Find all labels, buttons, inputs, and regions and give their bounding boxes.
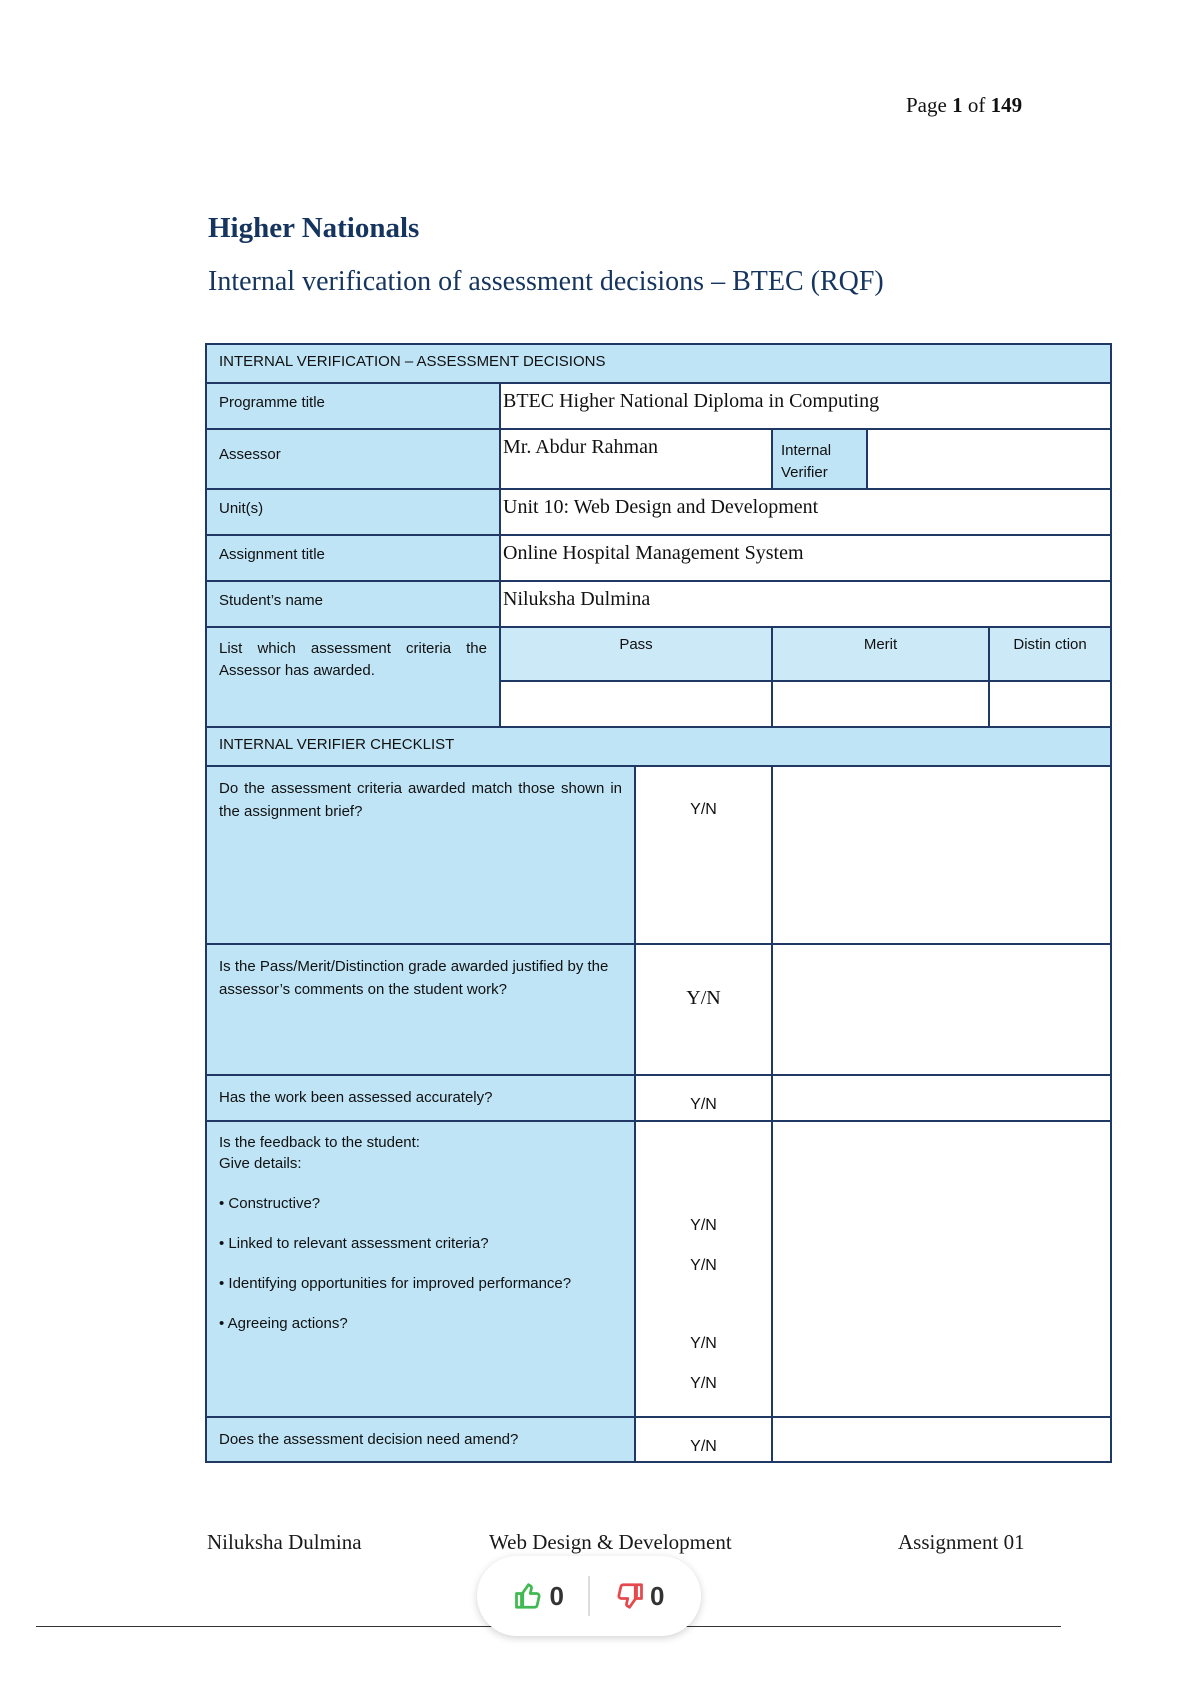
unit-label: Unit(s) bbox=[206, 489, 500, 535]
criteria-label: List which assessment criteria the Assessor has awarded. bbox=[206, 627, 500, 727]
assessor-value[interactable]: Mr. Abdur Rahman bbox=[500, 429, 772, 489]
programme-value[interactable]: BTEC Higher National Diploma in Computing bbox=[500, 383, 1111, 429]
thumbs-down-icon bbox=[614, 1581, 644, 1611]
internal-verifier-value[interactable] bbox=[867, 429, 1111, 489]
footer-student-name: Niluksha Dulmina bbox=[207, 1530, 362, 1554]
student-label: Student’s name bbox=[206, 581, 500, 627]
page-current: 1 bbox=[952, 93, 963, 117]
footer-assignment: Assignment 01 bbox=[898, 1530, 1025, 1554]
yn-feedback-group bbox=[635, 1121, 772, 1417]
assignment-value[interactable]: Online Hospital Management System bbox=[500, 535, 1111, 581]
verification-table bbox=[205, 343, 1112, 1463]
programme-label: Programme title bbox=[206, 383, 500, 429]
document-title: Higher Nationals bbox=[208, 212, 420, 244]
upvote-button[interactable] bbox=[514, 1581, 564, 1612]
checklist-question-amend: Does the assessment decision need amend? bbox=[206, 1417, 635, 1462]
page-total: 149 bbox=[990, 93, 1023, 117]
internal-verifier-label: Internal Verifier bbox=[772, 429, 867, 489]
distinction-header: Distin ction bbox=[989, 627, 1111, 681]
comment-criteria-match[interactable] bbox=[772, 766, 1111, 944]
yn-criteria-match[interactable]: Y/N bbox=[635, 766, 772, 944]
yn-assessed-accurately[interactable]: Y/N bbox=[635, 1075, 772, 1121]
yn-feedback-opportunities[interactable]: Y/N bbox=[690, 1334, 717, 1352]
yn-feedback-actions[interactable]: Y/N bbox=[690, 1374, 717, 1392]
comment-feedback[interactable] bbox=[772, 1121, 1111, 1417]
comment-grade-justified[interactable] bbox=[772, 944, 1111, 1075]
assessor-label: Assessor bbox=[206, 429, 500, 489]
page-number bbox=[906, 93, 1022, 118]
section-title: INTERNAL VERIFICATION – ASSESSMENT DECISIONS bbox=[206, 344, 1111, 383]
vote-widget bbox=[477, 1556, 701, 1636]
feedback-item-actions: • Agreeing actions? bbox=[219, 1315, 348, 1333]
page-prefix: Page bbox=[906, 93, 947, 117]
pass-criteria-cell[interactable] bbox=[500, 681, 772, 727]
student-value[interactable]: Niluksha Dulmina bbox=[500, 581, 1111, 627]
yn-feedback-constructive[interactable]: Y/N bbox=[690, 1216, 717, 1234]
yn-amend[interactable]: Y/N bbox=[635, 1417, 772, 1462]
assignment-label: Assignment title bbox=[206, 535, 500, 581]
vote-divider bbox=[588, 1576, 590, 1616]
downvote-button[interactable] bbox=[614, 1581, 664, 1612]
feedback-item-linked: • Linked to relevant assessment criteria? bbox=[219, 1234, 489, 1252]
thumbs-up-icon bbox=[514, 1581, 544, 1611]
pass-header: Pass bbox=[500, 627, 772, 681]
checklist-title: INTERNAL VERIFIER CHECKLIST bbox=[206, 727, 1111, 766]
feedback-item-constructive: • Constructive? bbox=[219, 1194, 321, 1212]
feedback-title: Is the feedback to the student: bbox=[219, 1133, 420, 1151]
checklist-question-feedback bbox=[206, 1121, 635, 1417]
checklist-question-criteria-match: Do the assessment criteria awarded match those shown in the assignment brief? bbox=[206, 766, 635, 944]
footer-unit: Web Design & Development bbox=[489, 1530, 732, 1554]
merit-header: Merit bbox=[772, 627, 989, 681]
feedback-item-opportunities: • Identifying opportunities for improved performance? bbox=[219, 1274, 572, 1292]
yn-feedback-linked[interactable]: Y/N bbox=[690, 1256, 717, 1274]
unit-value[interactable]: Unit 10: Web Design and Development bbox=[500, 489, 1111, 535]
distinction-criteria-cell[interactable] bbox=[989, 681, 1111, 727]
merit-criteria-cell[interactable] bbox=[772, 681, 989, 727]
page-of: of bbox=[967, 93, 986, 117]
checklist-question-grade-justified: Is the Pass/Merit/Distinction grade awarded justified by the assessor’s comments on the student work? bbox=[206, 944, 635, 1075]
yn-grade-justified[interactable]: Y/N bbox=[635, 944, 772, 1075]
comment-assessed-accurately[interactable] bbox=[772, 1075, 1111, 1121]
comment-amend[interactable] bbox=[772, 1417, 1111, 1462]
document-subtitle: Internal verification of assessment decisions – BTEC (RQF) bbox=[208, 266, 884, 297]
checklist-question-assessed-accurately: Has the work been assessed accurately? bbox=[206, 1075, 635, 1121]
feedback-give-details: Give details: bbox=[219, 1154, 302, 1172]
downvote-count: 0 bbox=[650, 1580, 665, 1611]
upvote-count: 0 bbox=[549, 1580, 564, 1611]
